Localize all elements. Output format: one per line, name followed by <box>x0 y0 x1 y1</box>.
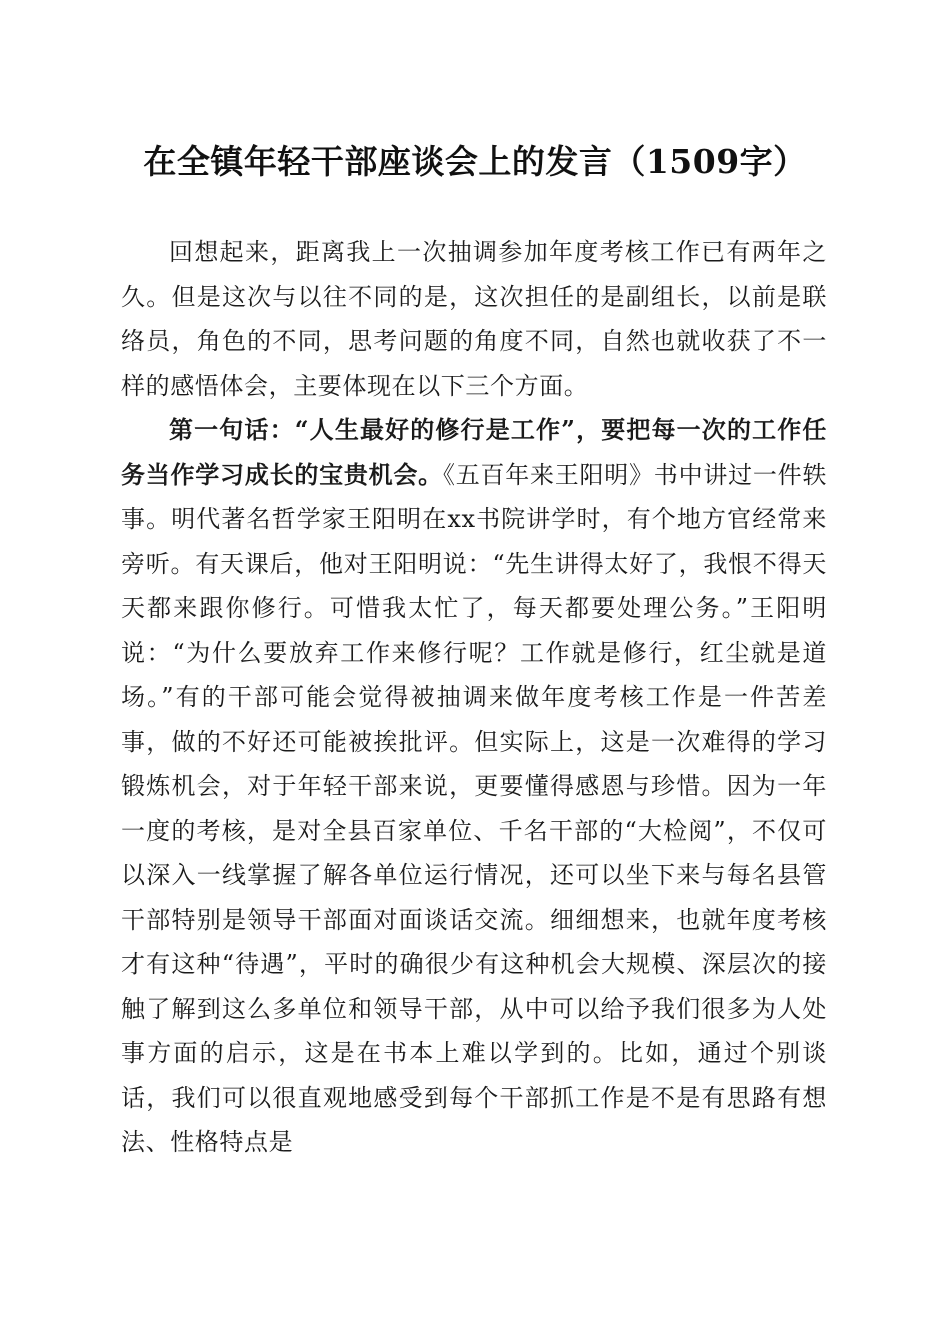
document-body <box>121 230 827 1165</box>
paragraph-first-point <box>121 408 827 1165</box>
paragraph-first-point-text: 《五百年来王阳明》书中讲过一件轶事。明代著名哲学家王阳明在xx书院讲学时，有个地方官经常来旁听。有天课后，他对王阳明说：“先生讲得太好了，我恨不得天天都来跟你修行。可惜我太忙了，每天都要处理公务。”王阳明说：“为什么要放弃工作来修行呢？工作就是修行，红尘就是道场。”有的干部可能会觉得被抽调来做年度考核工作是一件苦差事，做的不好还可能被挨批评。但实际上，这是一次难得的学习锻炼机会，对于年轻干部来说，更要懂得感恩与珍惜。因为一年一度的考核，是对全县百家单位、千名干部的“大检阅”，不仅可以深入一线掌握了解各单位运行情况，还可以坐下来与每名县管干部特别是领导干部面对面谈话交流。细细想来，也就年度考核才有这种“待遇”，平时的确很少有这种机会大规模、深层次的接触了解到这么多单位和领导干部，从中可以给予我们很多为人处事方面的启示，这是在书本上难以学到的。比如，通过个别谈话，我们可以很直观地感受到每个干部抓工作是不是有思路有想法、性格特点是 <box>121 460 827 1156</box>
paragraph-first-point-lead: 第一句话：“人生最好的修行是工作”，要把每一次的工作任务当作学习成长的宝贵机会。 <box>121 415 827 489</box>
document-title: 在全镇年轻干部座谈会上的发言（1509字） <box>143 142 807 181</box>
paragraph-intro-text: 回想起来，距离我上一次抽调参加年度考核工作已有两年之久。但是这次与以往不同的是，这次担任的是副组长，以前是联络员，角色的不同，思考问题的角度不同，自然也就收获了不一样的感悟体会，主要体现在以下三个方面。 <box>121 238 827 400</box>
paragraph-intro <box>121 230 827 408</box>
